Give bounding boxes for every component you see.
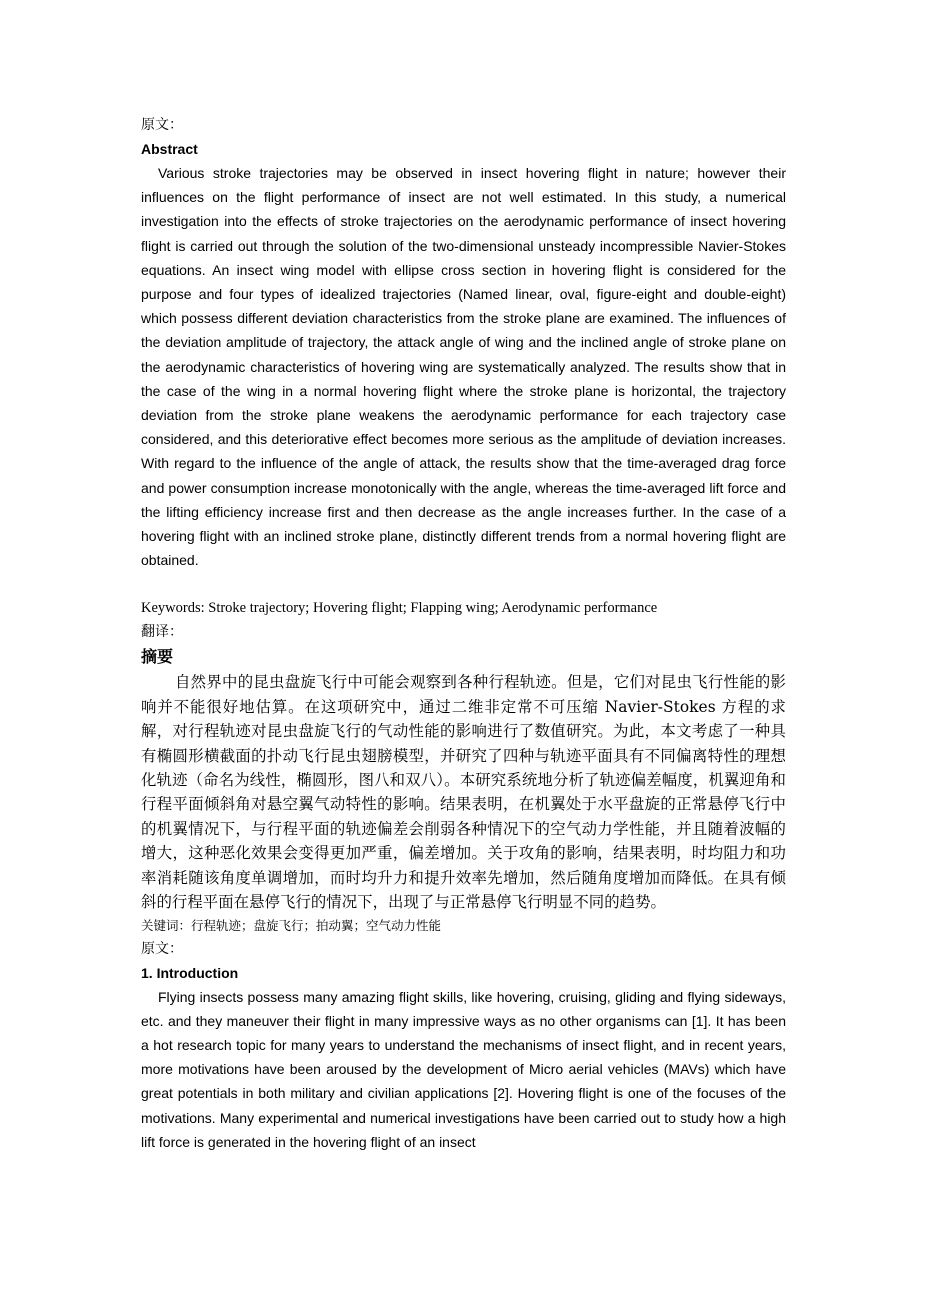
original-text-label-2: 原文：: [141, 940, 183, 957]
keywords-chinese: 关键词：行程轨迹；盘旋飞行；拍动翼；空气动力性能: [141, 917, 442, 933]
introduction-heading: 1. Introduction: [141, 964, 239, 981]
abstract-heading-chinese: 摘要: [141, 647, 174, 667]
translation-label: 翻译：: [141, 624, 183, 641]
document-page: [141, 113, 786, 1154]
keywords-english: Keywords: Stroke trajectory; Hovering flight; Flapping wing; Aerodynamic performance: [141, 600, 658, 617]
abstract-heading: Abstract: [141, 141, 198, 157]
original-text-label: 原文：: [141, 117, 183, 133]
abstract-paragraph: Various stroke trajectories may be observed in insect hovering flight in nature; however their influences on the flight performance of insect are not well estimated. In this study, a numerical investigation into the effects of stroke trajectories on the aerodynamic performance of insect hovering flight is carried out through the solution of the two-dimensional unsteady incompressible Navier-Stokes equations. An insect wing model with ellipse cross section in hovering flight is considered for the purpose and four types of idealized trajectories (Named linear, oval, figure-eight and double-eight) which possess different deviation characteristics from the stroke plane are examined. The influences of the deviation amplitude of trajectory, the attack angle of wing and the inclined angle of stroke plane on the aerodynamic characteristics of hovering wing are systematically analyzed. The results show that in the case of the wing in a normal hovering flight where the stroke plane is horizontal, the trajectory deviation from the stroke plane weakens the aerodynamic performance for each trajectory case considered, and this deteriorative effect becomes more serious as the amplitude of deviation increases. With regard to the influence of the angle of attack, the results show that the time-averaged drag force and power consumption increase monotonically with the angle, whereas the time-averaged lift force and the lifting efficiency increase first and then decrease as the angle increases further. In the case of a hovering flight with an inclined stroke plane, distinctly different trends from a normal hovering flight are obtained.: [141, 165, 786, 569]
abstract-paragraph-chinese: 自然界中的昆虫盘旋飞行中可能会观察到各种行程轨迹。但是，它们对昆虫飞行性能的影响并不能很好地估算。在这项研究中，通过二维非定常不可压缩 Navier-Stokes 方程的求解，对行程轨迹对昆虫盘旋飞行的气动性能的影响进行了数值研究。为此，本文考虑了一种具有椭圆形横截面的扑动飞行昆虫翅膀模型，并研究了四种与轨迹平面具有不同偏离特性的理想化轨迹（命名为线性，椭圆形，图八和双八）。本研究系统地分析了轨迹偏差幅度，机翼迎角和行程平面倾斜角对悬空翼气动特性的影响。结果表明，在机翼处于水平盘旋的正常悬停飞行中的机翼情况下，与行程平面的轨迹偏差会削弱各种情况下的空气动力学性能，并且随着波幅的增大，这种恶化效果会变得更加严重，偏差增加。关于攻角的影响，结果表明，时均阻力和功率消耗随该角度单调增加，而时均升力和提升效率先增加，然后随角度增加而降低。在具有倾斜的行程平面在悬停飞行的情况下，出现了与正常悬停飞行明显不同的趋势。: [141, 673, 786, 912]
introduction-paragraph: Flying insects possess many amazing flight skills, like hovering, cruising, gliding and flying sideways, etc. and they maneuver their flight in many impressive ways as no other organisms can [1]. It has been a hot research topic for many years to understand the mechanisms of insect flight, and in recent years, more motivations have been aroused by the development of Micro aerial vehicles (MAVs) which have great potentials in both military and civilian applications [2]. Hovering flight is one of the focuses of the motivations. Many experimental and numerical investigations have been carried out to study how a high lift force is generated in the hovering flight of an insect: [141, 988, 786, 1150]
